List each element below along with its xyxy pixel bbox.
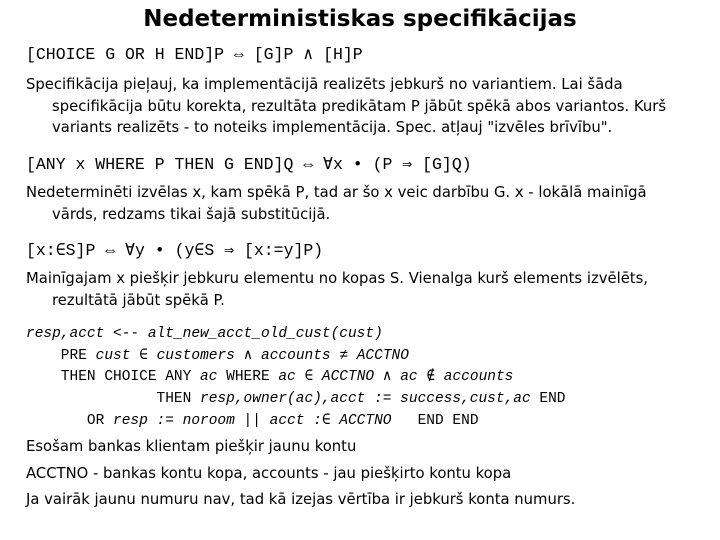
text-line: rezultātā jābūt spēkā P. xyxy=(52,291,225,309)
note-line: Esošam bankas klientam piešķir jaunu kontu xyxy=(26,438,357,455)
text-line: specifikācija būtu korekta, rezultāta predikātam P jābūt spēkā abos variantos. Kurš xyxy=(52,97,667,115)
code-variable: ac xyxy=(200,369,218,386)
code-keyword: WHERE xyxy=(217,369,279,386)
text-line: Specifikācija pieļauj, ka implementācijā realizēts jebkurš no variantiem. Lai šāda xyxy=(26,76,623,93)
code-line-3 xyxy=(26,367,566,389)
code-condition: ac ∈ ACCTNO ∧ ac ∉ accounts xyxy=(278,369,514,386)
text-line: Nedeterminēti izvēlas x, kam spēkā P, tad ar šo x veic darbību G. x - lokālā mainīgā xyxy=(26,184,647,201)
any-formula: [ANY x WHERE P THEN G END]Q ⇔ ∀x • (P ⇒ [G]Q) xyxy=(26,155,472,174)
note-line: Ja vairāk jaunu numuru nav, tad kā izejas vērtība ir jebkurš konta numurs. xyxy=(26,491,576,508)
notes xyxy=(26,434,706,514)
choose-from-set-formula: [x:∈S]P ⇔ ∀y • (y∈S ⇒ [x:=y]P) xyxy=(26,241,324,260)
code-example xyxy=(26,324,566,433)
code-line-4 xyxy=(26,389,566,411)
code-keyword: THEN CHOICE ANY xyxy=(26,369,201,386)
code-keyword: THEN xyxy=(26,391,201,408)
choice-description xyxy=(26,74,706,139)
text-line: vārds, redzams tikai šajā substitūcijā. xyxy=(52,205,331,223)
code-keyword: OR xyxy=(26,412,114,429)
text-line: variants realizēts - to noteiks implementācija. Spec. atļauj "izvēles brīvību". xyxy=(52,119,613,136)
code-precondition: cust ∈ customers ∧ accounts ≠ ACCTNO xyxy=(95,347,409,364)
code-line-5 xyxy=(26,411,566,433)
note-line: ACCTNO - bankas kontu kopa, accounts - jau piešķirto kontu kopa xyxy=(26,464,512,482)
code-operation-name: alt_new_acct_old_cust(cust) xyxy=(147,326,383,342)
code-outputs: resp,acct xyxy=(26,326,105,342)
code-alternative: resp := noroom || acct :∈ ACCTNO xyxy=(113,412,392,429)
code-line-2 xyxy=(26,346,566,368)
code-keyword: END END xyxy=(391,412,479,429)
slide-title: Nedeterministiskas specifikācijas xyxy=(143,6,577,32)
choice-formula: [CHOICE G OR H END]P ⇔ [G]P ∧ [H]P xyxy=(26,45,363,64)
text-line: Mainīgajam x piešķir jebkuru elementu no kopas S. Vienalga kurš elements izvēlēts, xyxy=(26,270,649,287)
code-keyword: END xyxy=(530,391,566,408)
code-line-1 xyxy=(26,324,566,346)
choose-from-set-description xyxy=(26,268,706,311)
code-keyword: PRE xyxy=(26,347,96,364)
code-arrow: <-- xyxy=(104,326,148,342)
any-description xyxy=(26,182,706,225)
code-assignment: resp,owner(ac),acct := success,cust,ac xyxy=(200,391,531,408)
